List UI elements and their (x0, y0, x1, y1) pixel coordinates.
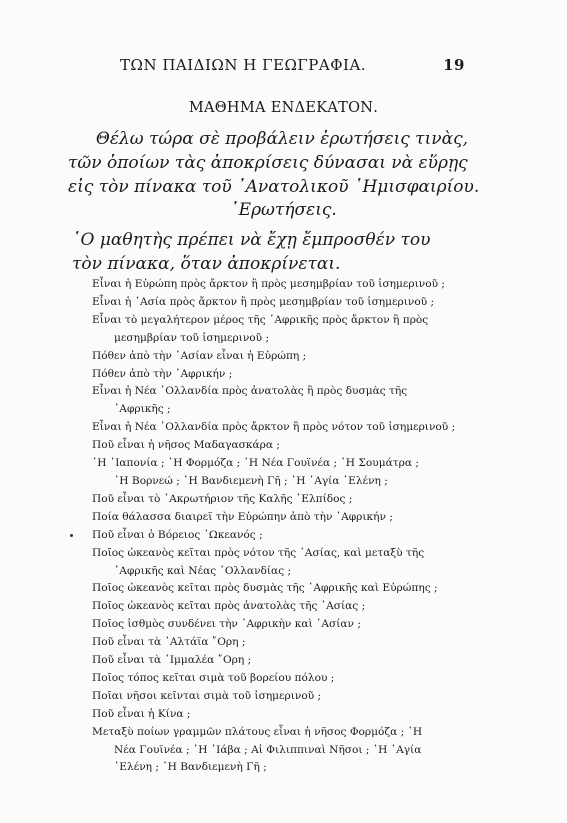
question-line: Πόθεν ἀπὸ τὴν ᾿Ασίαν εἶναι ἡ Εὐρώπη ; (92, 349, 307, 362)
question-line: Εἶναι ἡ ᾿Ασία πρὸς ἄρκτον ἢ πρὸς μεσημβρίαν τοῦ ἰσημερινοῦ ; (92, 295, 435, 308)
question-line: Μεταξὺ ποίων γραμμῶν πλάτους εἶναι ἡ νῆσος Φορμόζα ; ῾Η (92, 725, 423, 738)
question-line: Ποῖος ἰσθμὸς συνδένει τὴν ᾿Αφρικὴν καὶ ᾿Ασίαν ; (92, 618, 361, 631)
intro-line: τῶν ὁποίων τὰς ἀποκρίσεις δύνασαι νὰ εὕρῃς (68, 153, 468, 173)
ink-spot (70, 534, 73, 537)
question-line: Ποῦ εἶναι ἡ Κίνα ; (92, 707, 191, 720)
lesson-title: ΜΑΘΗΜΑ ΕΝΔΕΚΑΤΟΝ. (188, 100, 379, 116)
question-line: Ποῖος ὠκεανὸς κεῖται πρὸς δυσμὰς τῆς ᾿Αφρικῆς καὶ Εὐρώπης ; (92, 582, 438, 595)
question-line: Εἶναι ἡ Εὐρώπη πρὸς ἄρκτον ἢ πρὸς μεσημβρίαν τοῦ ἰσημερινοῦ ; (92, 278, 445, 290)
question-list (92, 276, 492, 777)
question-line: ᾿Αφρικῆς ; (114, 403, 171, 416)
question-line: Νέα Γουϊνέα ; ῾Η ᾿Ιάβα ; Αἱ Φιλιππιναὶ Νῆσοι ; ῾Η ῾Αγία (114, 743, 422, 756)
questions-heading: ᾿Ερωτήσεις. (230, 200, 337, 220)
student-instruction (72, 228, 482, 276)
question-line: Εἶναι ἡ Νέα ῾Ολλανδία πρὸς ἄρκτον ἢ πρὸς νότον τοῦ ἰσημερινοῦ ; (92, 421, 456, 434)
question-line: Ποῦ εἶναι ὁ Βόρειος ᾿Ωκεανός ; (92, 528, 263, 541)
question-line: Πόθεν ἀπὸ τὴν ᾿Αφρικήν ; (92, 367, 233, 380)
question-line: ῾Ελένη ; ῾Η Βανδιεμενὴ Γῆ ; (114, 761, 267, 774)
book-title: ΤΩΝ ΠΑΙΔΙΩΝ Η ΓΕΩΓΡΑΦΙΑ. (120, 56, 367, 74)
intro-line: εἰς τὸν πίνακα τοῦ ᾿Ανατολικοῦ ῾Ημισφαιρίου. (68, 177, 480, 197)
instruction-line: ῾Ο μαθητὴς πρέπει νὰ ἔχῃ ἔμπροσθέν του (72, 230, 431, 250)
question-line: Εἶναι ἡ Νέα ῾Ολλανδία πρὸς ἀνατολὰς ἢ πρὸς δυσμὰς τῆς (92, 385, 408, 398)
question-line: Ποία θάλασσα διαιρεῖ τὴν Εὐρώπην ἀπὸ τὴν ᾿Αφρικήν ; (92, 510, 393, 523)
question-line: ᾿Αφρικῆς καὶ Νέας ῾Ολλανδίας ; (114, 564, 292, 577)
question-line: ῾Η Βορνεώ ; ῾Η Βανδιεμενὴ Γῆ ; ῾Η ῾Αγία ῾Ελένη ; (114, 474, 388, 487)
question-line: Ποῦ εἶναι ἡ νῆσος Μαδαγασκάρα ; (92, 439, 280, 452)
question-line: Ποῦ εἶναι τὸ ᾿Ακρωτήριον τῆς Καλῆς ᾿Ελπίδος ; (92, 492, 353, 505)
question-line: Ποῖος ὠκεανὸς κεῖται πρὸς ἀνατολὰς τῆς ᾿Ασίας ; (92, 600, 366, 613)
question-line: Ποῖος τόπος κεῖται σιμὰ τοῦ βορείου πόλου ; (92, 671, 335, 684)
question-line: μεσημβρίαν τοῦ ἰσημερινοῦ ; (114, 331, 270, 344)
question-line: Ποῖαι νῆσοι κεῖνται σιμὰ τοῦ ἰσημερινοῦ ; (92, 689, 322, 702)
question-line: Ποῦ εἶναι τὰ ῾Ιμμαλέα ῎Ορη ; (92, 654, 252, 667)
question-line: Ποῦ εἶναι τὰ ᾿Αλτάϊα ῎Ορη ; (92, 636, 246, 649)
question-line: ῾Η ᾿Ιαπονία ; ῾Η Φορμόζα ; ῾Η Νέα Γουϊνέα ; ῾Η Σουμάτρα ; (92, 457, 419, 470)
instruction-line: τὸν πίνακα, ὅταν ἀποκρίνεται. (72, 254, 341, 274)
question-line: Ποῖος ὠκεανὸς κεῖται πρὸς νότον τῆς ᾿Ασίας, καὶ μεταξὺ τῆς (92, 546, 425, 559)
page-number: 19 (443, 56, 465, 74)
question-line: Εἶναι τὸ μεγαλήτερον μέρος τῆς ᾿Αφρικῆς πρὸς ἄρκτον ἢ πρὸς (92, 313, 429, 326)
intro-paragraph (68, 127, 480, 199)
intro-line: Θέλω τώρα σὲ προβάλειν ἐρωτήσεις τινὰς, (95, 129, 468, 149)
